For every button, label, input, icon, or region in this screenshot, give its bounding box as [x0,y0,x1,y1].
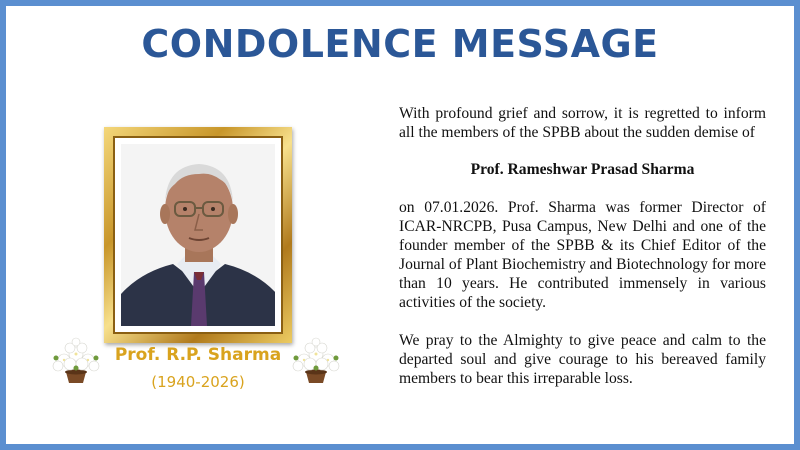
portrait-mat [113,136,283,334]
portrait-illustration [121,144,275,326]
portrait-years: (1940-2026) [151,373,245,391]
portrait-photo [121,144,275,326]
portrait-name: Prof. R.P. Sharma [114,345,282,365]
message-intro: With profound grief and sorrow, it is regretted to inform all the members of the SPBB about the sudden demise of [399,105,766,141]
flower-bouquet-icon [288,336,344,384]
message-prayer: We pray to the Almighty to give peace and calm to the departed soul and give courage to his bereaved family members to bear this irreparable loss. [399,332,766,387]
flower-bouquet-icon [48,336,104,384]
honoree-name: Prof. Rameshwar Prasad Sharma [470,161,695,178]
condolence-message [399,104,766,388]
message-biography: on 07.01.2026. Prof. Sharma was former Director of ICAR-NRCPB, Pusa Campus, New Delhi and one of the founder member of the SPBB & its Chief Editor of the Journal of Plant Biochemistry and Biotechnology for more than 10 years. He contributed immensely in various activities of the society. [399,199,766,311]
page-title: CONDOLENCE MESSAGE [141,22,659,66]
portrait-frame [104,127,292,343]
